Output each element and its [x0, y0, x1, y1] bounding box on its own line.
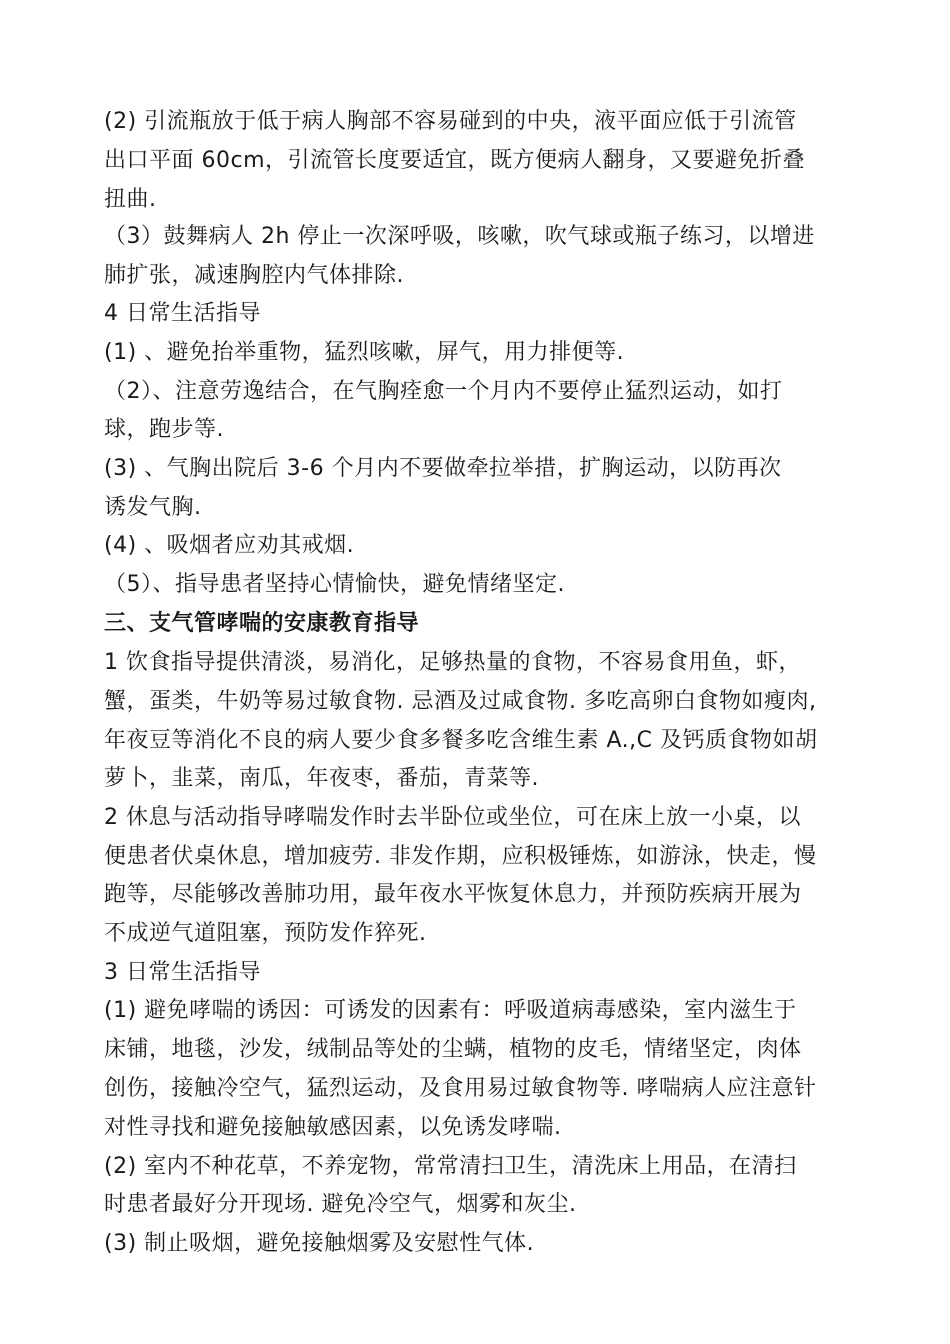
section-heading: 4 日常生活指导: [104, 301, 261, 326]
text-line: 不成逆气道阻塞，预防发作猝死.: [104, 921, 427, 946]
text-line: 蟹，蛋类，牛奶等易过敏食物. 忌酒及过咸食物. 多吃高卵白食物如瘦肉,: [104, 689, 817, 714]
text-line: 萝卜，韭菜，南瓜，年夜枣，番茄，青菜等.: [104, 766, 539, 791]
text-line: 时患者最好分开现场. 避免冷空气，烟雾和灰尘.: [104, 1192, 577, 1217]
section-heading: 3 日常生活指导: [104, 960, 261, 985]
text-line: （2）、注意劳逸结合，在气胸痊愈一个月内不要停止猛烈运动，如打: [104, 379, 783, 404]
text-line: (2) 引流瓶放于低于病人胸部不容易碰到的中央，液平面应低于引流管: [104, 109, 797, 134]
text-line: (4) 、吸烟者应劝其戒烟.: [104, 533, 355, 558]
text-line: 便患者伏桌休息，增加疲劳. 非发作期，应积极锤炼，如游泳，快走，慢: [104, 844, 817, 869]
text-line: 1 饮食指导提供清淡，易消化，足够热量的食物，不容易食用鱼，虾，: [104, 650, 801, 675]
text-line: 2 休息与活动指导哮喘发作时去半卧位或坐位，可在床上放一小桌，以: [104, 805, 801, 830]
text-line: 年夜豆等消化不良的病人要少食多餐多吃含维生素 A.,C 及钙质食物如胡: [104, 728, 818, 753]
text-line: (1) 、避免抬举重物，猛烈咳嗽，屏气，用力排便等.: [104, 340, 625, 365]
text-line: 肺扩张，减速胸腔内气体排除.: [104, 263, 404, 288]
text-line: (3) 、气胸出院后 3-6 个月内不要做牵拉举措，扩胸运动，以防再次: [104, 456, 782, 481]
text-line: 对性寻找和避免接触敏感因素，以免诱发哮喘.: [104, 1115, 562, 1140]
chapter-heading: 三、支气管哮喘的安康教育指导: [104, 611, 420, 636]
text-line: （5）、指导患者坚持心情愉快，避免情绪坚定.: [104, 572, 565, 597]
text-line: 创伤，接触冷空气，猛烈运动，及食用易过敏食物等. 哮喘病人应注意针: [104, 1076, 817, 1101]
text-line: (1) 避免哮喘的诱因：可诱发的因素有：呼吸道病毒感染，室内滋生于: [104, 998, 797, 1023]
text-line: (3) 制止吸烟，避免接触烟雾及安慰性气体.: [104, 1231, 535, 1256]
text-line: 球，跑步等.: [104, 417, 224, 442]
text-line: (2) 室内不种花草，不养宠物，常常清扫卫生，清洗床上用品，在清扫: [104, 1154, 797, 1179]
text-line: 床铺，地毯，沙发，绒制品等处的尘螨，植物的皮毛，情绪坚定，肉体: [104, 1037, 802, 1062]
text-line: （3）鼓舞病人 2h 停止一次深呼吸，咳嗽，吹气球或瓶子练习，以增进: [104, 224, 815, 249]
text-line: 诱发气胸.: [104, 495, 202, 520]
text-line: 跑等，尽能够改善肺功用，最年夜水平恢复休息力，并预防疾病开展为: [104, 882, 802, 907]
text-line: 出口平面 60cm，引流管长度要适宜，既方便病人翻身，又要避免折叠: [104, 148, 806, 173]
text-line: 扭曲.: [104, 187, 157, 212]
